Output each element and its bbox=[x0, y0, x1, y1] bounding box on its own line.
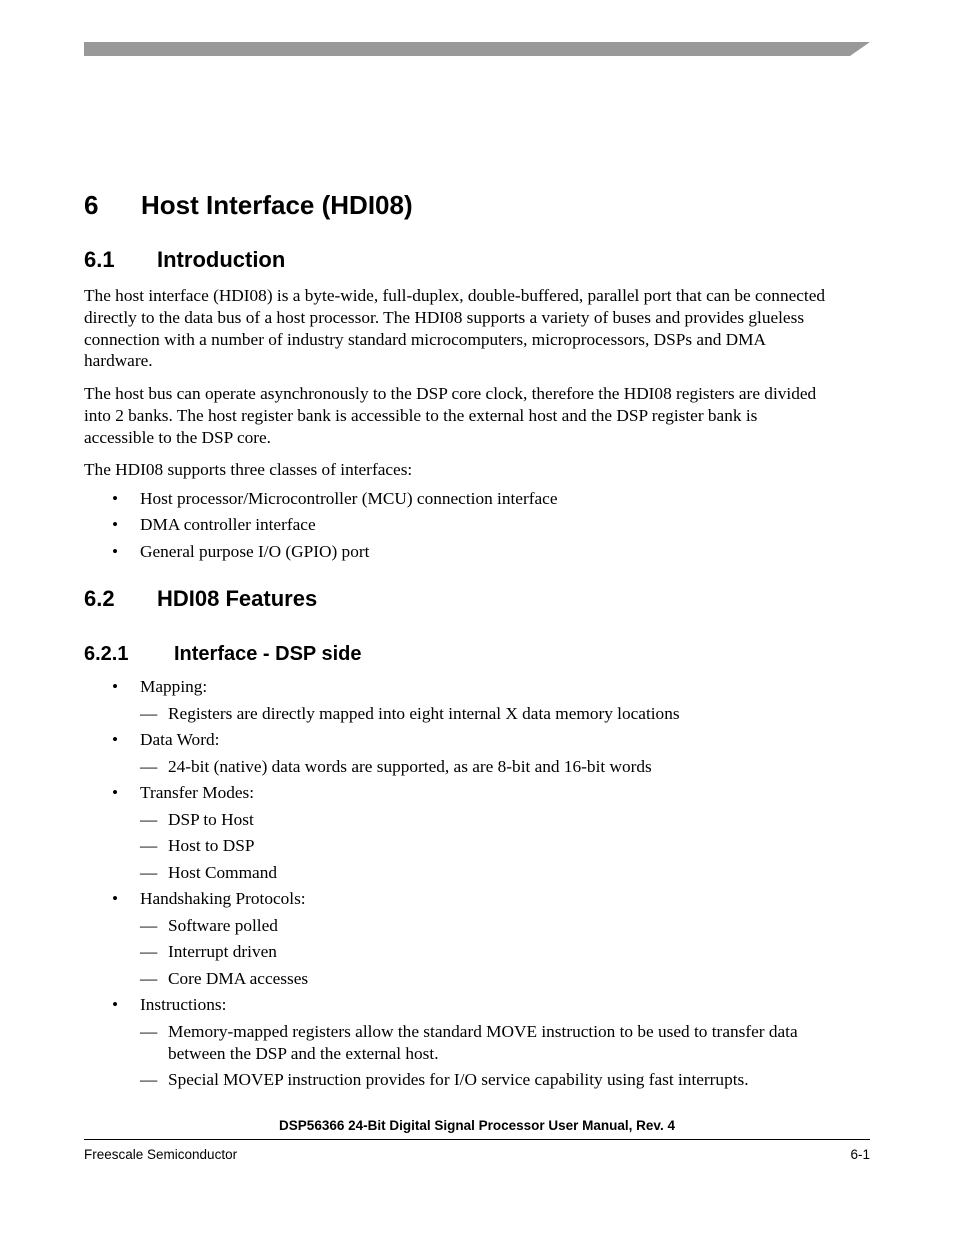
dash-mark: — bbox=[140, 1022, 158, 1041]
dash-mark: — bbox=[140, 836, 158, 855]
bullet-mark: • bbox=[112, 783, 119, 802]
paragraph-line: directly to the data bus of a host processor. The HDI08 supports a variety of buses and provides glueless bbox=[84, 307, 805, 327]
header-bar bbox=[84, 42, 870, 56]
chapter-title bbox=[84, 189, 413, 221]
bullet-mark: • bbox=[112, 542, 119, 561]
list-item-text: Mapping: bbox=[140, 677, 208, 696]
section-heading-features bbox=[84, 586, 317, 612]
paragraph-intro bbox=[84, 285, 874, 372]
dash-mark: — bbox=[140, 942, 158, 961]
paragraph-host-bus bbox=[84, 383, 874, 448]
bullet-mark: • bbox=[112, 889, 119, 908]
bullet-mark: • bbox=[112, 730, 119, 749]
sub-list-item-text: Software polled bbox=[168, 916, 278, 935]
sub-list-item-line: between the DSP and the external host. bbox=[168, 1043, 439, 1063]
paragraph-line: accessible to the DSP core. bbox=[84, 427, 271, 447]
paragraph-line: The host interface (HDI08) is a byte-wide, full-duplex, double-buffered, parallel port that can be connected bbox=[84, 286, 826, 305]
sub-list-item-text: Interrupt driven bbox=[168, 942, 277, 961]
subsection-title: Interface - DSP side bbox=[174, 643, 362, 665]
sub-list-item-text bbox=[168, 1021, 798, 1065]
footer-page-number: 6-1 bbox=[850, 1147, 870, 1162]
dash-mark: — bbox=[140, 810, 158, 829]
section-title: Introduction bbox=[157, 247, 286, 272]
dash-mark: — bbox=[140, 863, 158, 882]
dash-mark: — bbox=[140, 1070, 158, 1089]
dash-mark: — bbox=[140, 757, 158, 776]
subsection-number: 6.2.1 bbox=[84, 643, 129, 665]
dash-mark: — bbox=[140, 704, 158, 723]
footer-company: Freescale Semiconductor bbox=[84, 1147, 238, 1162]
list-item-text: Instructions: bbox=[140, 995, 227, 1014]
bullet-mark: • bbox=[112, 489, 119, 508]
list-item-text: Host processor/Microcontroller (MCU) connection interface bbox=[140, 489, 558, 508]
sub-list-item-text: Core DMA accesses bbox=[168, 969, 309, 988]
list-item-text: General purpose I/O (GPIO) port bbox=[140, 542, 370, 561]
sub-list-item-line: Memory-mapped registers allow the standard MOVE instruction to be used to transfer data bbox=[168, 1022, 798, 1041]
list-item-text: Data Word: bbox=[140, 730, 220, 749]
chapter-number: 6 bbox=[84, 190, 99, 220]
sub-list-item-text: Host to DSP bbox=[168, 836, 255, 855]
sub-list-item-text: Registers are directly mapped into eight internal X data memory locations bbox=[168, 704, 680, 723]
bullet-mark: • bbox=[112, 515, 119, 534]
subsection-heading-dsp-side bbox=[84, 642, 361, 666]
footer-divider bbox=[84, 1139, 870, 1140]
dash-mark: — bbox=[140, 969, 158, 988]
header-bar-shape bbox=[84, 42, 870, 56]
paragraph-line: hardware. bbox=[84, 351, 153, 371]
sub-list-item-text: DSP to Host bbox=[168, 810, 254, 829]
paragraph-line: The HDI08 supports three classes of interfaces: bbox=[84, 460, 413, 479]
paragraph-line: connection with a number of industry standard microcomputers, microprocessors, DSPs and DMA bbox=[84, 329, 767, 349]
sub-list-item-text: Host Command bbox=[168, 863, 277, 882]
list-item-text: Transfer Modes: bbox=[140, 783, 255, 802]
list-item-text: Handshaking Protocols: bbox=[140, 889, 306, 908]
footer-document-title: DSP56366 24-Bit Digital Signal Processor User Manual, Rev. 4 bbox=[279, 1118, 675, 1133]
section-heading-introduction bbox=[84, 247, 285, 273]
paragraph-line: into 2 banks. The host register bank is accessible to the external host and the DSP register bank is bbox=[84, 405, 758, 425]
section-title: HDI08 Features bbox=[157, 586, 318, 611]
dash-mark: — bbox=[140, 916, 158, 935]
paragraph-classes bbox=[84, 459, 874, 481]
bullet-mark: • bbox=[112, 677, 119, 696]
list-item-text: DMA controller interface bbox=[140, 515, 316, 534]
chapter-title-text: Host Interface (HDI08) bbox=[141, 190, 413, 220]
sub-list-item-text: Special MOVEP instruction provides for I/O service capability using fast interrupts. bbox=[168, 1070, 749, 1089]
bullet-mark: • bbox=[112, 995, 119, 1014]
section-number: 6.1 bbox=[84, 247, 115, 272]
section-number: 6.2 bbox=[84, 586, 115, 611]
sub-list-item-text: 24-bit (native) data words are supported, as are 8-bit and 16-bit words bbox=[168, 757, 652, 776]
paragraph-line: The host bus can operate asynchronously to the DSP core clock, therefore the HDI08 registers are divided bbox=[84, 384, 817, 403]
